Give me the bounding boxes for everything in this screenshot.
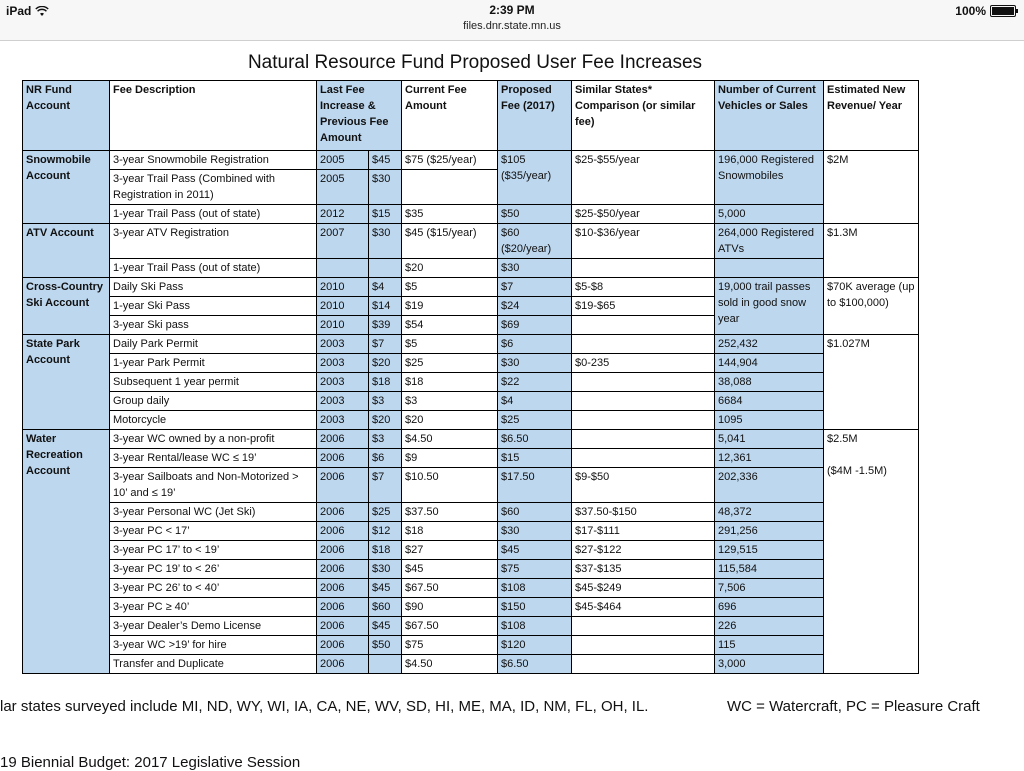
abbreviation-note: WC = Watercraft, PC = Pleasure Craft <box>727 698 980 715</box>
similar-comparison: $27-$122 <box>572 541 715 560</box>
last-increase-year: 2003 <box>317 392 369 411</box>
fee-description: Subsequent 1 year permit <box>110 373 317 392</box>
number-count: 19,000 trail passes sold in good snow year <box>715 278 824 335</box>
previous-fee: $7 <box>369 335 402 354</box>
last-increase-year: 2003 <box>317 354 369 373</box>
estimated-revenue: $2M <box>824 151 919 224</box>
table-row <box>23 579 919 598</box>
last-increase-year: 2006 <box>317 449 369 468</box>
current-fee: $19 <box>402 297 498 316</box>
proposed-fee: $120 <box>498 636 572 655</box>
header-similar-states: Similar States* Comparison (or similar fee) <box>572 81 715 151</box>
fee-description: Daily Park Permit <box>110 335 317 354</box>
last-increase-year: 2006 <box>317 541 369 560</box>
previous-fee: $18 <box>369 373 402 392</box>
current-fee: $18 <box>402 373 498 392</box>
table-row <box>23 430 919 449</box>
page-title: Natural Resource Fund Proposed User Fee Increases <box>247 52 703 73</box>
number-count: 1095 <box>715 411 824 430</box>
proposed-fee: $150 <box>498 598 572 617</box>
previous-fee: $30 <box>369 170 402 205</box>
proposed-fee: $17.50 <box>498 468 572 503</box>
previous-fee: $45 <box>369 579 402 598</box>
header-row <box>23 81 919 151</box>
previous-fee: $18 <box>369 541 402 560</box>
similar-comparison <box>572 617 715 636</box>
table-row <box>23 392 919 411</box>
similar-comparison: $10-$36/year <box>572 224 715 259</box>
current-fee: $25 <box>402 354 498 373</box>
number-count: 202,336 <box>715 468 824 503</box>
table-row <box>23 449 919 468</box>
header-proposed-fee: Proposed Fee (2017) <box>498 81 572 151</box>
proposed-fee: $108 <box>498 617 572 636</box>
account-state-park: State Park Account <box>23 335 110 430</box>
account-cross-country-ski: Cross-Country Ski Account <box>23 278 110 335</box>
current-fee: $18 <box>402 522 498 541</box>
current-fee: $10.50 <box>402 468 498 503</box>
fee-description: Group daily <box>110 392 317 411</box>
last-increase-year: 2006 <box>317 636 369 655</box>
current-fee: $5 <box>402 278 498 297</box>
table-row <box>23 541 919 560</box>
similar-comparison <box>572 259 715 278</box>
table-row <box>23 354 919 373</box>
last-increase-year: 2005 <box>317 170 369 205</box>
proposed-fee: $105 ($35/year) <box>498 151 572 205</box>
proposed-fee: $30 <box>498 259 572 278</box>
account-atv: ATV Account <box>23 224 110 278</box>
proposed-fee: $30 <box>498 522 572 541</box>
revenue-range: ($4M -1.5M) <box>827 465 887 477</box>
similar-comparison: $37.50-$150 <box>572 503 715 522</box>
previous-fee <box>369 655 402 674</box>
current-fee: $9 <box>402 449 498 468</box>
current-fee: $37.50 <box>402 503 498 522</box>
number-count: 3,000 <box>715 655 824 674</box>
table-row <box>23 522 919 541</box>
fee-description: 3-year Sailboats and Non-Motorized > 10’ and ≤ 19’ <box>110 468 317 503</box>
similar-comparison: $0-235 <box>572 354 715 373</box>
status-bar <box>0 0 1024 41</box>
fee-description: Daily Ski Pass <box>110 278 317 297</box>
fee-description: 3-year Snowmobile Registration <box>110 151 317 170</box>
fee-description: 3-year WC >19’ for hire <box>110 636 317 655</box>
fee-description: 3-year Ski pass <box>110 316 317 335</box>
fee-description: 3-year PC 19’ to < 26’ <box>110 560 317 579</box>
proposed-fee: $60 <box>498 503 572 522</box>
similar-comparison: $19-$65 <box>572 297 715 316</box>
number-count: 7,506 <box>715 579 824 598</box>
table-row <box>23 636 919 655</box>
fee-description: 3-year Dealer’s Demo License <box>110 617 317 636</box>
proposed-fee: $4 <box>498 392 572 411</box>
current-fee: $90 <box>402 598 498 617</box>
table-row <box>23 468 919 503</box>
last-increase-year: 2006 <box>317 503 369 522</box>
number-count: 48,372 <box>715 503 824 522</box>
table-row <box>23 224 919 259</box>
header-last-fee: Last Fee Increase & Previous Fee Amount <box>317 81 402 151</box>
previous-fee: $39 <box>369 316 402 335</box>
number-count: 115,584 <box>715 560 824 579</box>
number-count: 226 <box>715 617 824 636</box>
fee-description: 1-year Park Permit <box>110 354 317 373</box>
similar-comparison: $5-$8 <box>572 278 715 297</box>
previous-fee: $20 <box>369 354 402 373</box>
estimated-revenue: $1.3M <box>824 224 919 278</box>
current-fee: $4.50 <box>402 430 498 449</box>
table-row <box>23 598 919 617</box>
last-increase-year: 2003 <box>317 373 369 392</box>
previous-fee: $6 <box>369 449 402 468</box>
proposed-fee: $15 <box>498 449 572 468</box>
current-fee: $45 ($15/year) <box>402 224 498 259</box>
similar-comparison <box>572 636 715 655</box>
current-fee: $20 <box>402 259 498 278</box>
current-fee: $35 <box>402 205 498 224</box>
table-row <box>23 411 919 430</box>
similar-comparison <box>572 335 715 354</box>
last-increase-year: 2006 <box>317 560 369 579</box>
revenue-value: $2.5M <box>827 433 858 445</box>
similar-comparison: $45-$249 <box>572 579 715 598</box>
header-revenue: Estimated New Revenue/ Year <box>824 81 919 151</box>
previous-fee: $50 <box>369 636 402 655</box>
last-increase-year: 2006 <box>317 522 369 541</box>
last-increase-year: 2006 <box>317 617 369 636</box>
previous-fee: $25 <box>369 503 402 522</box>
table-row <box>23 205 919 224</box>
proposed-fee: $69 <box>498 316 572 335</box>
fee-description: 1-year Ski Pass <box>110 297 317 316</box>
address-url[interactable]: files.dnr.state.mn.us <box>463 20 561 32</box>
proposed-fee: $6 <box>498 335 572 354</box>
last-increase-year: 2005 <box>317 151 369 170</box>
last-increase-year: 2006 <box>317 598 369 617</box>
previous-fee: $4 <box>369 278 402 297</box>
battery-icon <box>990 5 1016 17</box>
proposed-fee: $25 <box>498 411 572 430</box>
previous-fee: $12 <box>369 522 402 541</box>
proposed-fee: $6.50 <box>498 430 572 449</box>
battery-percent: 100% <box>955 4 986 18</box>
similar-comparison: $25-$50/year <box>572 205 715 224</box>
current-fee: $3 <box>402 392 498 411</box>
proposed-fee: $7 <box>498 278 572 297</box>
number-count: 115 <box>715 636 824 655</box>
last-increase-year <box>317 259 369 278</box>
last-increase-year: 2012 <box>317 205 369 224</box>
number-count: 144,904 <box>715 354 824 373</box>
header-description: Fee Description <box>110 81 317 151</box>
account-snowmobile: Snowmobile Account <box>23 151 110 224</box>
header-number-vehicles: Number of Current Vehicles or Sales <box>715 81 824 151</box>
current-fee: $75 <box>402 636 498 655</box>
states-footnote: lar states surveyed include MI, ND, WY, WI, IA, CA, NE, WV, SD, HI, ME, MA, ID, NM, FL, OH, IL. <box>0 698 649 715</box>
current-fee: $45 <box>402 560 498 579</box>
previous-fee: $45 <box>369 151 402 170</box>
similar-comparison <box>572 392 715 411</box>
number-count: 12,361 <box>715 449 824 468</box>
last-increase-year: 2010 <box>317 297 369 316</box>
estimated-revenue: $70K average (up to $100,000) <box>824 278 919 335</box>
current-fee <box>402 170 498 205</box>
number-count: 252,432 <box>715 335 824 354</box>
fee-description: Transfer and Duplicate <box>110 655 317 674</box>
table-row <box>23 503 919 522</box>
similar-comparison <box>572 449 715 468</box>
proposed-fee: $50 <box>498 205 572 224</box>
table-row <box>23 617 919 636</box>
last-increase-year: 2006 <box>317 579 369 598</box>
number-count: 38,088 <box>715 373 824 392</box>
header-current-fee: Current Fee Amount <box>402 81 498 151</box>
number-count: 696 <box>715 598 824 617</box>
current-fee: $54 <box>402 316 498 335</box>
number-count: 5,041 <box>715 430 824 449</box>
current-fee: $27 <box>402 541 498 560</box>
last-increase-year: 2003 <box>317 411 369 430</box>
fee-description: 1-year Trail Pass (out of state) <box>110 259 317 278</box>
last-increase-year: 2006 <box>317 655 369 674</box>
similar-comparison <box>572 655 715 674</box>
similar-comparison: $17-$111 <box>572 522 715 541</box>
fee-description: 3-year PC < 17’ <box>110 522 317 541</box>
fee-description: 3-year Trail Pass (Combined with Registration in 2011) <box>110 170 317 205</box>
last-increase-year: 2006 <box>317 468 369 503</box>
current-fee: $67.50 <box>402 617 498 636</box>
proposed-fee: $22 <box>498 373 572 392</box>
account-water-recreation: Water Recreation Account <box>23 430 110 674</box>
status-right <box>955 4 1016 18</box>
current-fee: $67.50 <box>402 579 498 598</box>
number-count: 5,000 <box>715 205 824 224</box>
similar-comparison <box>572 411 715 430</box>
fee-description: 3-year PC ≥ 40’ <box>110 598 317 617</box>
fee-description: 3-year ATV Registration <box>110 224 317 259</box>
status-time: 2:39 PM <box>489 3 535 17</box>
table-row <box>23 278 919 297</box>
number-count: 291,256 <box>715 522 824 541</box>
fee-description: 3-year Personal WC (Jet Ski) <box>110 503 317 522</box>
previous-fee: $20 <box>369 411 402 430</box>
fee-description: 3-year PC 17’ to < 19’ <box>110 541 317 560</box>
number-count: 196,000 Registered Snowmobiles <box>715 151 824 205</box>
current-fee: $5 <box>402 335 498 354</box>
current-fee: $20 <box>402 411 498 430</box>
last-increase-year: 2010 <box>317 316 369 335</box>
number-count: 264,000 Registered ATVs <box>715 224 824 259</box>
proposed-fee: $30 <box>498 354 572 373</box>
proposed-fee: $45 <box>498 541 572 560</box>
table-row <box>23 655 919 674</box>
number-count: 129,515 <box>715 541 824 560</box>
fee-description: 1-year Trail Pass (out of state) <box>110 205 317 224</box>
previous-fee: $3 <box>369 392 402 411</box>
similar-comparison <box>572 373 715 392</box>
fee-description: 3-year PC 26’ to < 40’ <box>110 579 317 598</box>
previous-fee: $15 <box>369 205 402 224</box>
fee-description: Motorcycle <box>110 411 317 430</box>
table-row <box>23 335 919 354</box>
fee-description: 3-year Rental/lease WC ≤ 19’ <box>110 449 317 468</box>
last-increase-year: 2010 <box>317 278 369 297</box>
proposed-fee: $60 ($20/year) <box>498 224 572 259</box>
similar-comparison: $9-$50 <box>572 468 715 503</box>
table-row <box>23 151 919 170</box>
current-fee: $75 ($25/year) <box>402 151 498 170</box>
previous-fee <box>369 259 402 278</box>
similar-comparison <box>572 316 715 335</box>
previous-fee: $30 <box>369 560 402 579</box>
table-row <box>23 259 919 278</box>
fee-table <box>22 80 919 674</box>
estimated-revenue <box>824 430 919 674</box>
proposed-fee: $108 <box>498 579 572 598</box>
last-increase-year: 2006 <box>317 430 369 449</box>
previous-fee: $14 <box>369 297 402 316</box>
similar-comparison <box>572 430 715 449</box>
table-row <box>23 560 919 579</box>
previous-fee: $60 <box>369 598 402 617</box>
previous-fee: $3 <box>369 430 402 449</box>
table-row <box>23 373 919 392</box>
budget-footer: 19 Biennial Budget: 2017 Legislative Session <box>0 754 301 771</box>
similar-comparison: $25-$55/year <box>572 151 715 205</box>
number-count: 6684 <box>715 392 824 411</box>
similar-comparison: $45-$464 <box>572 598 715 617</box>
similar-comparison: $37-$135 <box>572 560 715 579</box>
proposed-fee: $24 <box>498 297 572 316</box>
last-increase-year: 2003 <box>317 335 369 354</box>
fee-description: 3-year WC owned by a non-profit <box>110 430 317 449</box>
proposed-fee: $6.50 <box>498 655 572 674</box>
previous-fee: $45 <box>369 617 402 636</box>
previous-fee: $30 <box>369 224 402 259</box>
last-increase-year: 2007 <box>317 224 369 259</box>
proposed-fee: $75 <box>498 560 572 579</box>
device-label: iPad <box>6 4 32 18</box>
previous-fee: $7 <box>369 468 402 503</box>
number-count <box>715 259 824 278</box>
current-fee: $4.50 <box>402 655 498 674</box>
estimated-revenue: $1.027M <box>824 335 919 430</box>
header-account: NR Fund Account <box>23 81 110 151</box>
